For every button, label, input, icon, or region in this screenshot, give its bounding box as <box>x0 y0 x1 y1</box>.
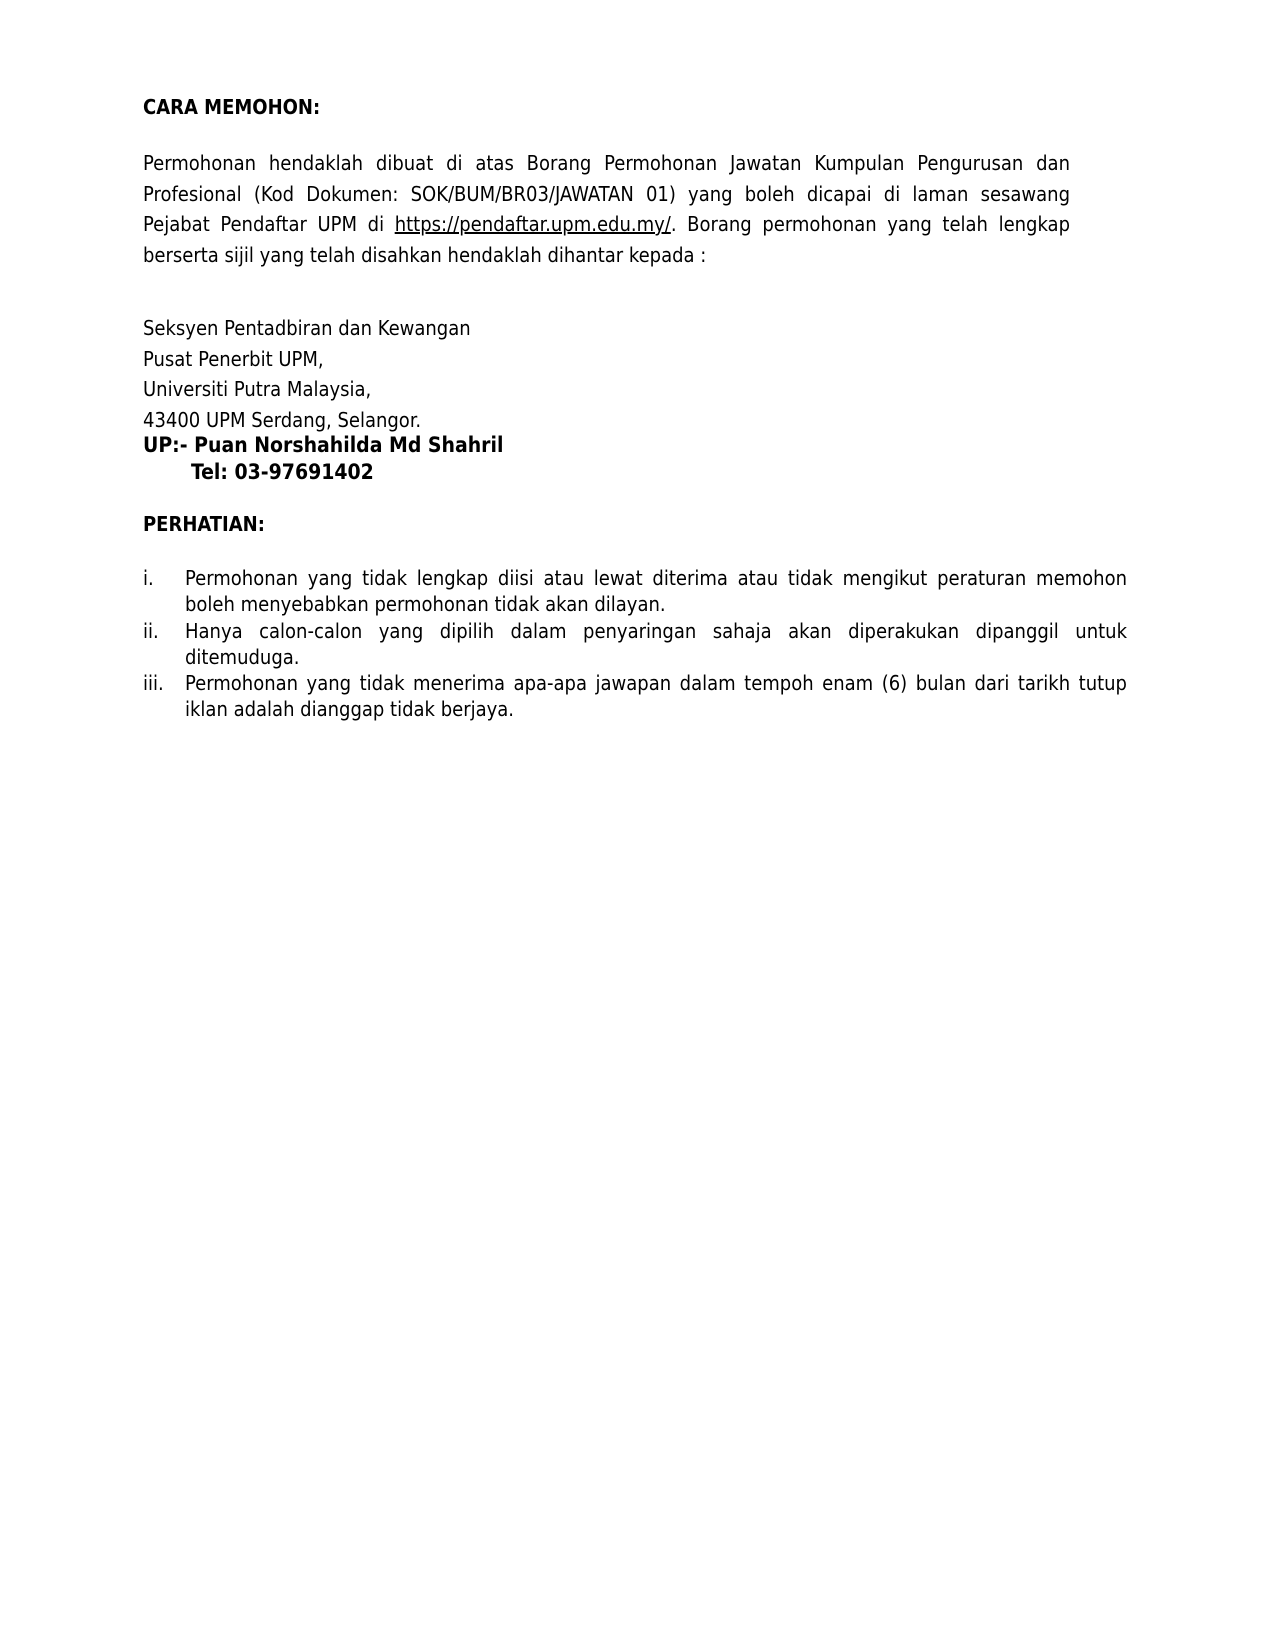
application-instructions <box>143 148 1070 270</box>
instructions-text: Permohonan hendaklah dibuat di atas Borang Permohonan Jawatan Kumpulan Pengurusan dan Profesional (Kod Dokumen: SOK/BUM/BR03/JAWATAN 01) yang boleh dicapai di laman sesawang Pejabat Pendaftar UPM di <box>143 151 1070 236</box>
address-line: 43400 UPM Serdang, Selangor. <box>143 407 422 432</box>
address-line: Universiti Putra Malaysia, <box>143 377 372 401</box>
telephone-line: Tel: 03-97691402 <box>191 460 374 484</box>
address-line: Seksyen Pentadbiran dan Kewangan <box>143 316 471 340</box>
list-number: i. <box>143 566 154 590</box>
list-item <box>143 670 1127 723</box>
notes-list <box>143 565 1127 723</box>
list-text: Hanya calon-calon yang dipilih dalam penyaringan sahaja akan diperakukan dipanggil untuk ditemuduga. <box>185 618 1127 669</box>
contact-person <box>143 432 503 486</box>
list-text: Permohonan yang tidak menerima apa-apa jawapan dalam tempoh enam (6) bulan dari tarikh tutup iklan adalah dianggap tidak berjaya. <box>185 671 1127 722</box>
list-item <box>143 618 1127 671</box>
list-number: ii. <box>143 618 159 643</box>
heading-cara-memohon: CARA MEMOHON: <box>143 95 321 119</box>
instructions-text-end: . Borang permohonan yang telah lengkap berserta sijil yang telah disahkan hendaklah dihantar kepada : <box>143 212 1070 267</box>
list-text: Permohonan yang tidak lengkap diisi atau lewat diterima atau tidak mengikut peraturan memohon boleh menyebabkan permohonan tidak akan dilayan. <box>185 566 1127 617</box>
list-number: iii. <box>143 671 164 696</box>
list-item <box>143 565 1127 618</box>
mailing-address <box>143 313 471 435</box>
registrar-website-link[interactable]: https://pendaftar.upm.edu.my/ <box>394 212 671 236</box>
address-line: Pusat Penerbit UPM, <box>143 346 324 371</box>
attention-line: UP:- Puan Norshahilda Md Shahril <box>143 433 504 457</box>
heading-perhatian: PERHATIAN: <box>143 512 265 536</box>
